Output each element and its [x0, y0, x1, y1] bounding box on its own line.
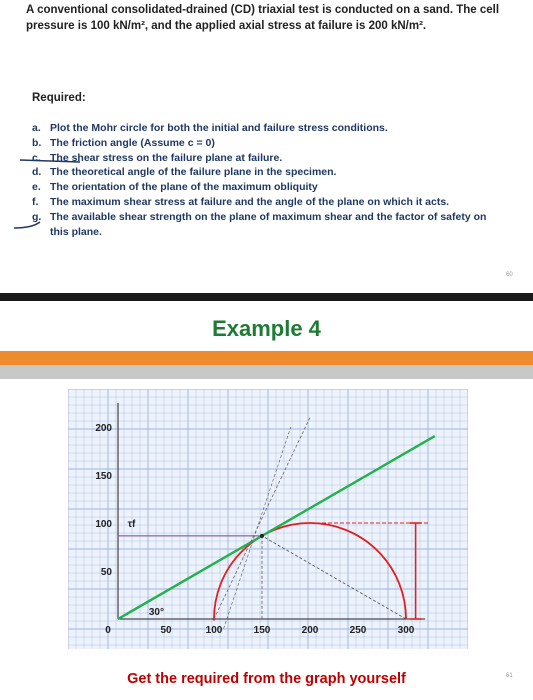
- item-text: The theoretical angle of the failure plane in the specimen.: [50, 166, 337, 179]
- item-text: The orientation of the plane of the maximum obliquity: [50, 181, 318, 194]
- grey-band: [0, 365, 533, 379]
- item-letter: g.: [32, 210, 42, 223]
- item-text: The shear stress on the failure plane at failure.: [50, 151, 283, 164]
- x-tick-label: 250: [349, 625, 367, 636]
- angle-label: 30°: [148, 607, 164, 618]
- page-number: 60: [506, 272, 513, 278]
- problem-statement: A conventional consolidated-drained (CD) triaxial test is conducted on a sand. The cell pressure is 100 kN/m², and the applied axial stress at failure is 200 kN/m².: [26, 4, 500, 32]
- item-letter: c.: [32, 151, 41, 164]
- handwritten-annotation: [0, 0, 533, 293]
- y-tick-label: 50: [100, 567, 112, 578]
- item-text: The maximum shear stress at failure and the angle of the plane on which it acts.: [50, 195, 450, 208]
- tangent-point-marker: [260, 534, 264, 538]
- x-tick-label: 200: [301, 625, 319, 636]
- item-letter: a.: [32, 122, 41, 134]
- problem-slide: [0, 0, 533, 293]
- page-number: 61: [506, 673, 513, 679]
- y-tick-label: 100: [95, 519, 112, 530]
- orange-band: [0, 351, 533, 365]
- item-text: The available shear strength on the plane of maximum shear and the factor of safety on this plane.: [50, 210, 487, 238]
- slide-footer: Get the required from the graph yourself: [127, 671, 406, 687]
- item-text: The friction angle (Assume c = 0): [50, 136, 215, 149]
- x-tick-label: 50: [160, 625, 172, 636]
- x-tick-label: 300: [397, 625, 415, 636]
- origin-label: 0: [105, 625, 111, 636]
- example-slide: [0, 301, 533, 700]
- slide-title: Example 4: [212, 316, 321, 341]
- tau-label: τf: [127, 519, 136, 530]
- item-text: Plot the Mohr circle for both the initial and failure stress conditions.: [50, 122, 388, 134]
- item-letter: e.: [32, 181, 41, 194]
- item-letter: f.: [32, 195, 39, 208]
- slide-divider: [0, 293, 533, 301]
- x-tick-label: 100: [205, 625, 223, 636]
- item-letter: d.: [32, 166, 42, 179]
- y-tick-label: 150: [95, 471, 112, 482]
- x-tick-label: 150: [253, 625, 271, 636]
- y-tick-label: 200: [95, 423, 112, 434]
- item-letter: b.: [32, 136, 42, 149]
- required-heading: Required:: [32, 92, 86, 104]
- mohr-circle-chart: [68, 389, 468, 649]
